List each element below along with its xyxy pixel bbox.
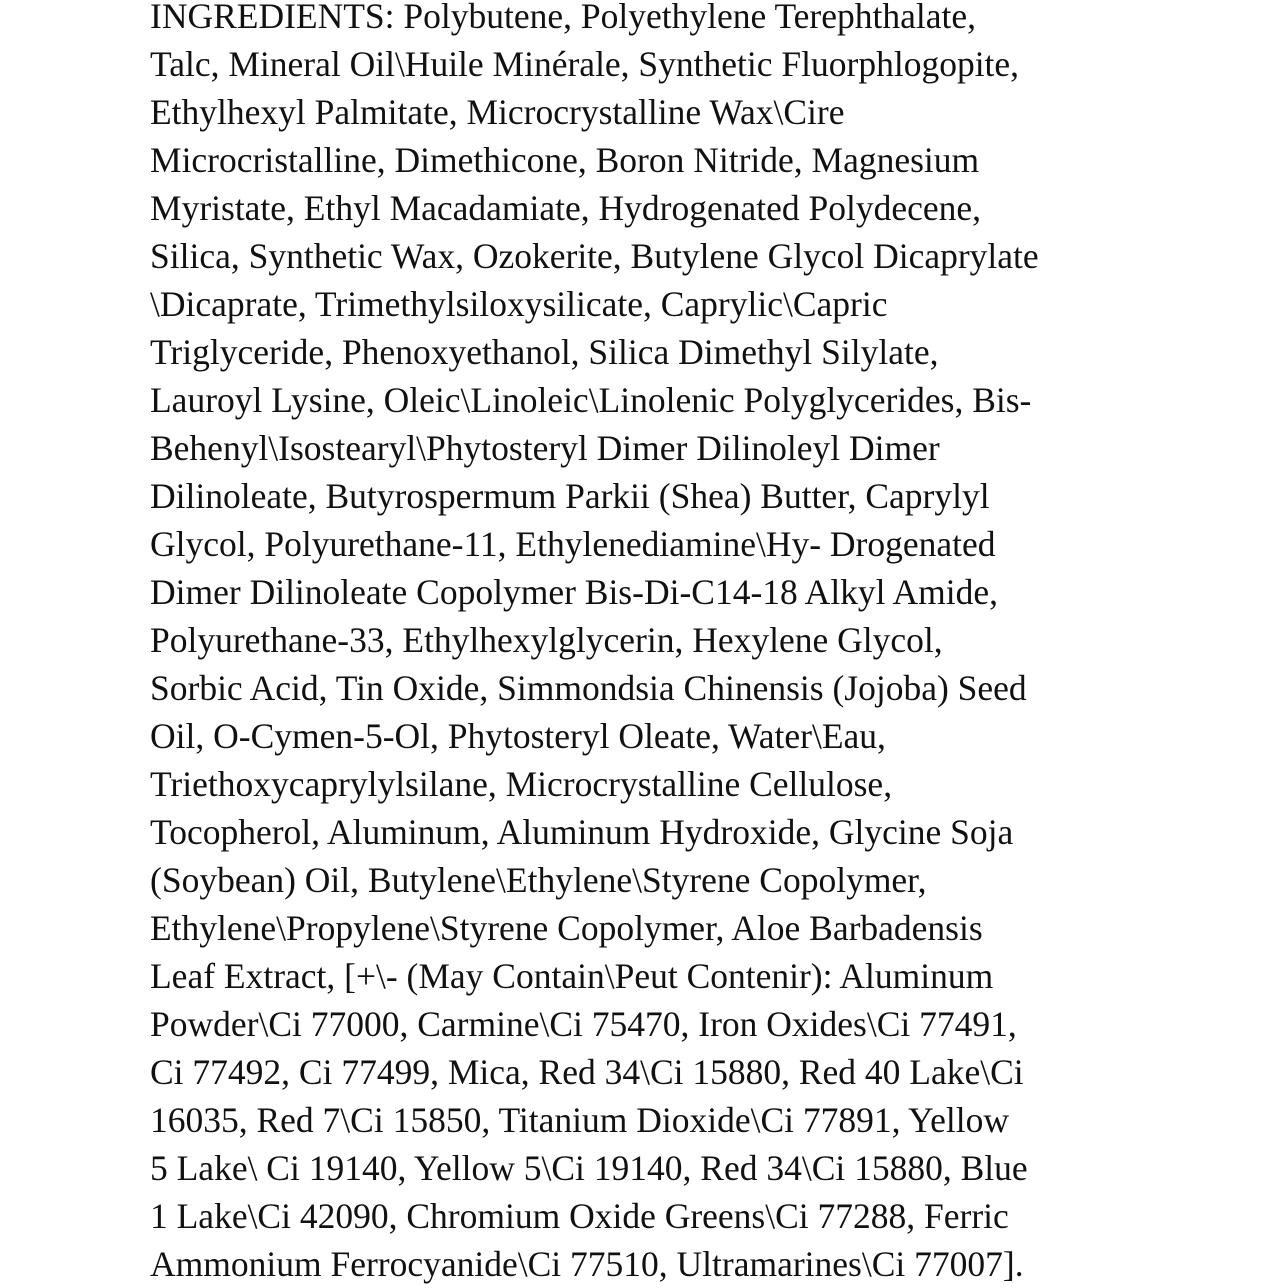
ingredients-line: Triglyceride, Phenoxyethanol, Silica Dimethyl Silylate, — [150, 332, 939, 372]
ingredients-line: Triethoxycaprylylsilane, Microcrystalline Cellulose, — [150, 764, 893, 804]
ingredients-line: \Dicaprate, Trimethylsiloxysilicate, Caprylic\Capric — [150, 284, 888, 324]
ingredients-line: Leaf Extract, [+\- (May Contain\Peut Contenir): Aluminum — [150, 956, 994, 996]
ingredients-line: Lauroyl Lysine, Oleic\Linoleic\Linolenic Polyglycerides, Bis- — [150, 380, 1032, 420]
ingredients-line: Silica, Synthetic Wax, Ozokerite, Butylene Glycol Dicaprylate — [150, 236, 1039, 276]
ingredients-line: INGREDIENTS: Polybutene, Polyethylene Terephthalate, — [150, 0, 976, 36]
ingredients-line: Behenyl\Isostearyl\Phytosteryl Dimer Dilinoleyl Dimer — [150, 428, 940, 468]
ingredients-line: Talc, Mineral Oil\Huile Minérale, Synthetic Fluorphlogopite, — [150, 44, 1020, 84]
ingredients-line: 16035, Red 7\Ci 15850, Titanium Dioxide\Ci 77891, Yellow — [150, 1100, 1010, 1140]
ingredients-text-block — [150, 0, 1150, 1288]
ingredients-line: Ammonium Ferrocyanide\Ci 77510, Ultramarines\Ci 77007]. — [150, 1244, 1024, 1284]
ingredients-line: Microcristalline, Dimethicone, Boron Nitride, Magnesium — [150, 140, 980, 180]
ingredients-line: Glycol, Polyurethane-11, Ethylenediamine\Hy- Drogenated — [150, 524, 996, 564]
ingredients-line: Tocopherol, Aluminum, Aluminum Hydroxide, Glycine Soja — [150, 812, 1014, 852]
ingredients-line: Powder\Ci 77000, Carmine\Ci 75470, Iron Oxides\Ci 77491, — [150, 1004, 1017, 1044]
ingredients-line: 1 Lake\Ci 42090, Chromium Oxide Greens\Ci 77288, Ferric — [150, 1196, 1009, 1236]
ingredients-line: Dilinoleate, Butyrospermum Parkii (Shea) Butter, Caprylyl — [150, 476, 990, 516]
ingredients-line: 5 Lake\ Ci 19140, Yellow 5\Ci 19140, Red 34\Ci 15880, Blue — [150, 1148, 1028, 1188]
ingredients-line: Ci 77492, Ci 77499, Mica, Red 34\Ci 15880, Red 40 Lake\Ci — [150, 1052, 1024, 1092]
ingredients-line: Oil, O-Cymen-5-Ol, Phytosteryl Oleate, Water\Eau, — [150, 716, 886, 756]
ingredients-line: Myristate, Ethyl Macadamiate, Hydrogenated Polydecene, — [150, 188, 982, 228]
ingredients-line: (Soybean) Oil, Butylene\Ethylene\Styrene Copolymer, — [150, 860, 927, 900]
ingredients-line: Dimer Dilinoleate Copolymer Bis-Di-C14-18 Alkyl Amide, — [150, 572, 998, 612]
ingredients-line: Ethylhexyl Palmitate, Microcrystalline Wax\Cire — [150, 92, 845, 132]
ingredients-line: Ethylene\Propylene\Styrene Copolymer, Aloe Barbadensis — [150, 908, 983, 948]
ingredients-line: Sorbic Acid, Tin Oxide, Simmondsia Chinensis (Jojoba) Seed — [150, 668, 1027, 708]
ingredients-line: Polyurethane-33, Ethylhexylglycerin, Hexylene Glycol, — [150, 620, 943, 660]
